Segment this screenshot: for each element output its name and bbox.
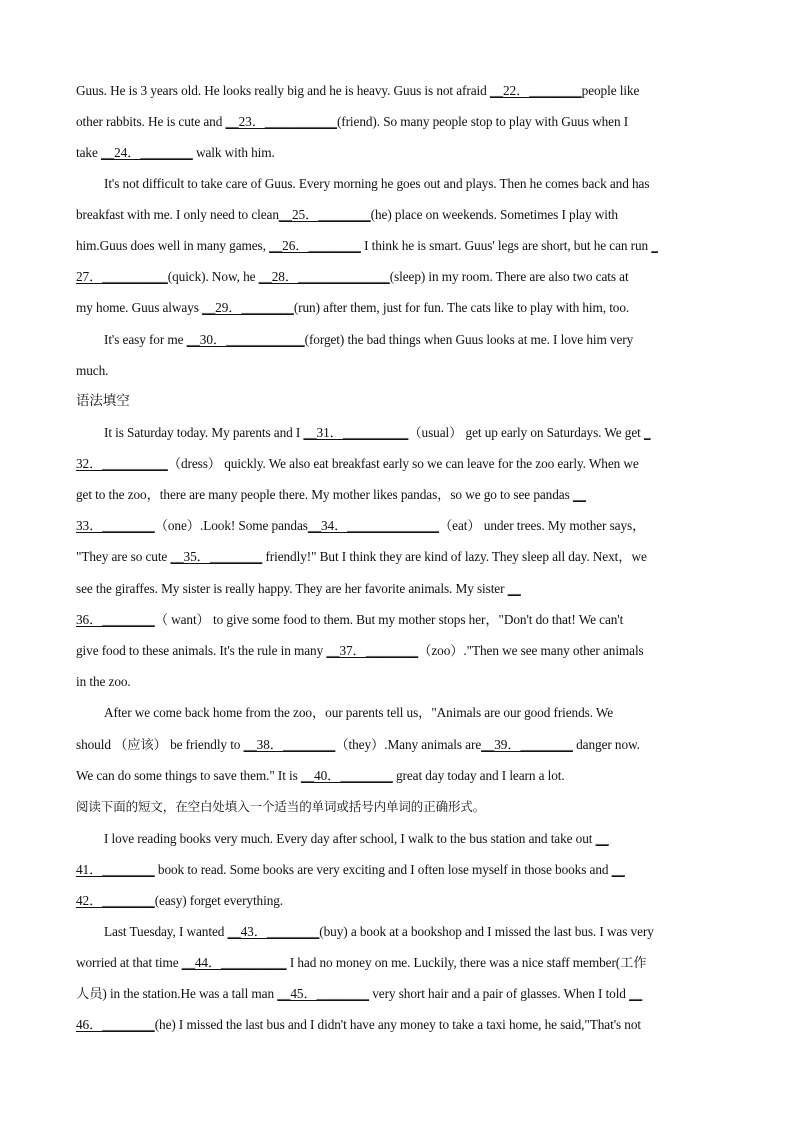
text-segment: (sleep) in my room. There are also two cats at [389, 269, 629, 284]
text-line [76, 486, 586, 504]
text-segment: It is Saturday today. My parents and I [104, 425, 304, 440]
text-segment: (forget) the bad things when Guus looks at me. I love him very [304, 332, 634, 347]
answer-blank: __ [611, 862, 625, 877]
text-segment: my home. Guus always [76, 300, 203, 315]
answer-blank: __28．______________ [258, 269, 390, 284]
text-segment: I love reading books very much. Every day after school, I walk to the bus station and take out [104, 831, 596, 846]
answer-blank: __31．__________ [303, 425, 409, 440]
text-segment: people like [581, 83, 640, 98]
text-line [76, 861, 625, 879]
answer-blank: __ [507, 581, 521, 596]
answer-blank: __38．________ [243, 737, 336, 752]
answer-blank: __ [595, 831, 609, 846]
text-line [76, 954, 647, 972]
text-line [76, 237, 658, 255]
text-line [76, 1016, 641, 1034]
text-line [76, 299, 629, 317]
text-segment: I had no money on me. Luckily, there was a nice staff member(工作 [286, 955, 647, 970]
text-segment: great day today and I learn a lot. [392, 768, 565, 783]
text-line [104, 331, 633, 349]
text-segment: After we come back home from the zoo，our parents tell us，"Animals are our good friends. We [104, 705, 614, 720]
answer-blank: __25．________ [278, 207, 371, 222]
answer-blank: __29．________ [202, 300, 294, 315]
answer-blank: _ [651, 238, 658, 253]
text-segment: （ want） to give some food to them. But my mother stops her，"Don't do that! We can't [154, 612, 624, 627]
text-segment: friendly!" But I think they are kind of lazy. They sleep all day. Next，we [262, 549, 647, 564]
text-line [76, 580, 521, 598]
text-line [104, 424, 651, 442]
text-segment: see the giraffes. My sister is really happy. They are her favorite animals. My sister [76, 581, 508, 596]
answer-blank: 41．________ [76, 862, 155, 877]
text-segment: walk with him. [192, 145, 275, 160]
text-segment: I think he is smart. Guus' legs are short, but he can run [360, 238, 652, 253]
text-segment: get to the zoo，there are many people there. My mother likes pandas，so we go to see pandas [76, 487, 573, 502]
text-segment: （zoo）."Then we see many other animals [418, 643, 644, 658]
text-segment: (quick). Now, he [167, 269, 259, 284]
text-line [76, 455, 639, 473]
text-segment: 人员) in the station.He was a tall man [76, 986, 278, 1001]
answer-blank: __37．________ [326, 643, 419, 658]
text-line [76, 611, 623, 629]
answer-blank: __44．__________ [181, 955, 287, 970]
text-line [104, 704, 613, 722]
text-line [76, 268, 629, 286]
answer-blank: __23．___________ [225, 114, 337, 129]
text-segment: breakfast with me. I only need to clean [76, 207, 279, 222]
text-segment: （they）.Many animals are [335, 737, 482, 752]
answer-blank: _ [643, 425, 651, 440]
text-segment: very short hair and a pair of glasses. When I told [369, 986, 630, 1001]
text-segment: 阅读下面的短文，在空白处填入一个适当的单词或括号内单词的正确形式。 [76, 799, 486, 814]
text-line [76, 642, 644, 660]
text-segment: （eat） under trees. My mother says， [438, 518, 646, 533]
text-line [76, 144, 275, 162]
answer-blank: __26．________ [269, 238, 361, 253]
text-segment: worried at that time [76, 955, 182, 970]
text-segment: We can do some things to save them." It is [76, 768, 301, 783]
text-line [76, 892, 283, 910]
text-line [76, 798, 485, 816]
answer-blank: __43．________ [227, 924, 320, 939]
text-line [76, 392, 130, 410]
answer-blank: __40．________ [300, 768, 393, 783]
text-line [76, 206, 618, 224]
text-segment: （one）.Look! Some pandas [154, 518, 308, 533]
text-segment: (easy) forget everything. [154, 893, 284, 908]
text-segment: other rabbits. He is cute and [76, 114, 226, 129]
answer-blank: 42．________ [76, 893, 155, 908]
text-segment: in the zoo. [76, 674, 131, 689]
text-segment: much. [76, 363, 109, 378]
answer-blank: __34．______________ [307, 518, 439, 533]
answer-blank: __ [629, 986, 643, 1001]
answer-blank: __30．____________ [186, 332, 305, 347]
answer-blank: __ [572, 487, 586, 502]
text-segment: （dress） quickly. We also eat breakfast early so we can leave for the zoo early. When we [167, 456, 639, 471]
text-segment: It's not difficult to take care of Guus. Every morning he goes out and plays. Then he comes back and has [104, 176, 650, 191]
text-line [76, 362, 108, 380]
text-segment: him.Guus does well in many games, [76, 238, 270, 253]
answer-blank: __22．________ [489, 83, 582, 98]
text-line [76, 548, 647, 566]
answer-blank: __24．________ [100, 145, 193, 160]
text-segment: (he) I missed the last bus and I didn't have any money to take a taxi home, he said,"That's not [154, 1017, 641, 1032]
answer-blank: 32．__________ [76, 456, 168, 471]
text-line [76, 517, 645, 535]
text-segment: It's easy for me [104, 332, 187, 347]
text-segment: (friend). So many people stop to play with Guus when I [336, 114, 629, 129]
text-line [104, 175, 649, 193]
answer-blank: __39．________ [481, 737, 573, 752]
text-segment: (he) place on weekends. Sometimes I play with [370, 207, 618, 222]
text-segment: （usual） get up early on Saturdays. We get [408, 425, 644, 440]
text-line [76, 736, 640, 754]
text-line [76, 767, 565, 785]
answer-blank: 36．________ [76, 612, 155, 627]
answer-blank: 46．________ [76, 1017, 155, 1032]
text-segment: "They are so cute [76, 549, 171, 564]
text-segment: take [76, 145, 101, 160]
text-line [76, 82, 639, 100]
text-segment: should （应该） be friendly to [76, 737, 244, 752]
text-segment: (buy) a book at a bookshop and I missed the last bus. I was very [319, 924, 654, 939]
text-segment: Guus. He is 3 years old. He looks really big and he is heavy. Guus is not afraid [76, 83, 490, 98]
text-segment: 语法填空 [76, 393, 130, 409]
text-segment: give food to these animals. It's the rule in many [76, 643, 327, 658]
answer-blank: 33．________ [76, 518, 155, 533]
text-line [76, 113, 628, 131]
text-line [104, 830, 609, 848]
answer-blank: __35．________ [170, 549, 263, 564]
text-line [104, 923, 654, 941]
text-segment: Last Tuesday, I wanted [104, 924, 228, 939]
text-segment: (run) after them, just for fun. The cats like to play with him, too. [293, 300, 630, 315]
answer-blank: 27．__________ [76, 269, 168, 284]
text-line [76, 985, 642, 1003]
text-line [76, 673, 131, 691]
text-segment: danger now. [572, 737, 640, 752]
text-segment: book to read. Some books are very exciting and I often lose myself in those books and [154, 862, 612, 877]
answer-blank: __45．________ [277, 986, 370, 1001]
